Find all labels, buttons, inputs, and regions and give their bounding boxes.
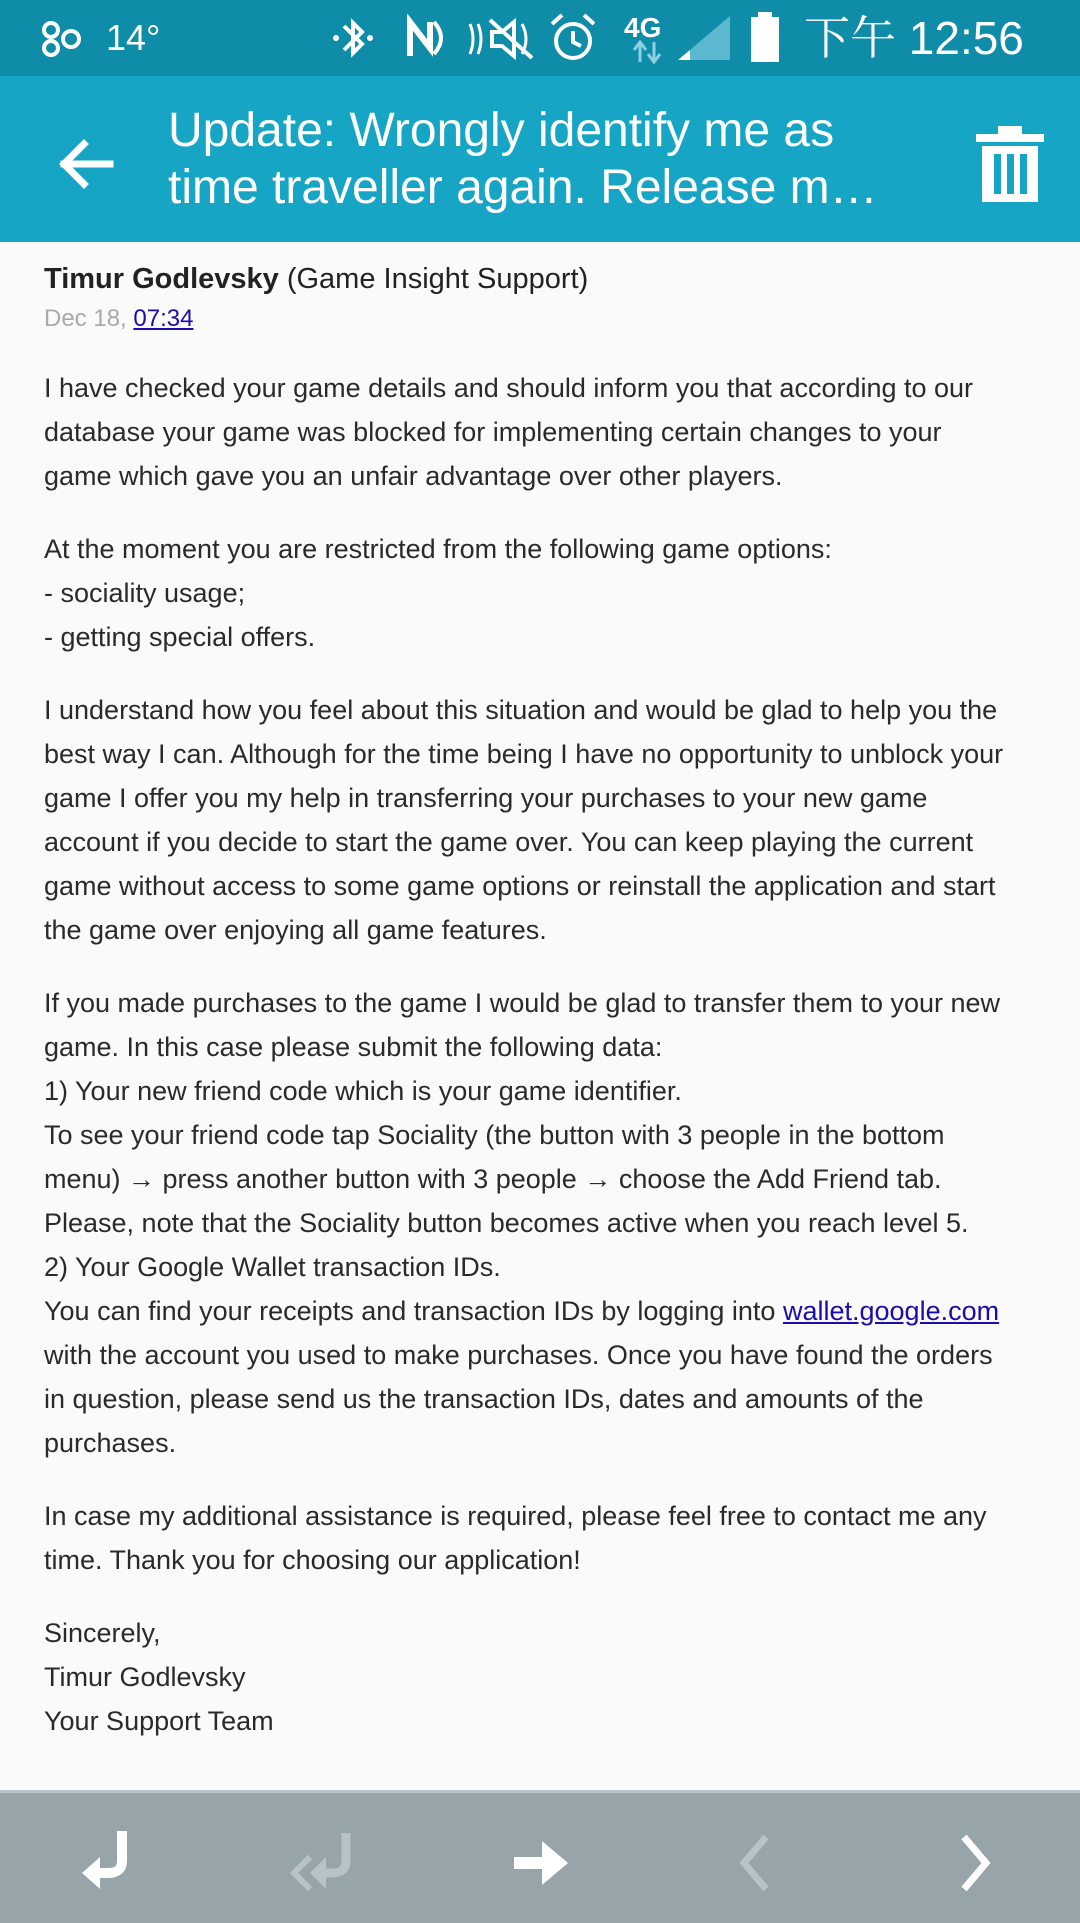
alarm-icon [548, 12, 598, 64]
email-subject-title: Update: Wrongly identify me as time traveller again. Release m… [168, 104, 878, 214]
reply-all-icon[interactable] [280, 1817, 370, 1907]
back-arrow-icon[interactable] [44, 122, 128, 206]
sender-name: Timur Godlevsky [44, 263, 279, 295]
battery-icon [748, 10, 782, 64]
text-line [44, 1289, 1044, 1333]
text-line: database your game was blocked for implementing certain changes to your [44, 417, 942, 447]
reply-icon[interactable] [64, 1817, 154, 1907]
data-arrows-icon [632, 40, 662, 64]
paragraph-2 [44, 527, 1044, 659]
text-span: You can find your receipts and transaction IDs by logging into [44, 1296, 783, 1326]
clock: 下午 12:56 [804, 12, 1024, 64]
text-line: To see your friend code tap Sociality (the button with 3 people in the bottom [44, 1120, 945, 1150]
text-line: game I offer you my help in transferring your purchases to your new game [44, 783, 928, 813]
text-line: menu) → press another button with 3 people → choose the Add Friend tab. [44, 1164, 942, 1194]
text-line: game which gave you an unfair advantage over other players. [44, 461, 783, 491]
text-line: 2) Your Google Wallet transaction IDs. [44, 1252, 501, 1282]
text-line: - sociality usage; [44, 578, 246, 608]
text-line: account if you decide to start the game over. You can keep playing the current [44, 827, 974, 857]
text-line: If you made purchases to the game I would be glad to transfer them to your new [44, 988, 1001, 1018]
sender-org: (Game Insight Support) [286, 263, 589, 295]
network-type: 4G [624, 12, 662, 43]
date-text: Dec 18, [44, 305, 134, 332]
signature [44, 1611, 1044, 1743]
paragraph-1 [44, 366, 1044, 498]
text-line: 1) Your new friend code which is your game identifier. [44, 1076, 682, 1106]
sender-line [44, 259, 1044, 299]
text-line: game without access to some game options or reinstall the application and start [44, 871, 996, 901]
sent-date [44, 301, 1044, 337]
forward-icon[interactable] [496, 1817, 586, 1907]
text-line: time. Thank you for choosing our application! [44, 1545, 581, 1575]
status-bar [0, 0, 1080, 76]
text-line: best way I can. Although for the time being I have no opportunity to unblock your [44, 739, 1004, 769]
bluetooth-icon [330, 14, 376, 62]
mute-icon [466, 16, 536, 62]
text-line: I understand how you feel about this situation and would be glad to help you the [44, 695, 998, 725]
text-line: - getting special offers. [44, 622, 316, 652]
text-line: purchases. [44, 1428, 177, 1458]
text-line: Sincerely, [44, 1618, 161, 1648]
text-line: in question, please send us the transaction IDs, dates and amounts of the [44, 1384, 924, 1414]
next-icon[interactable] [928, 1817, 1018, 1907]
text-line: with the account you used to make purchases. Once you have found the orders [44, 1340, 993, 1370]
text-line: Your Support Team [44, 1706, 274, 1736]
text-line: At the moment you are restricted from the following game options: [44, 534, 832, 564]
text-line: In case my additional assistance is required, please feel free to contact me any [44, 1501, 987, 1531]
text-line: game. In this case please submit the following data: [44, 1032, 663, 1062]
app-bar [0, 76, 1080, 242]
text-line: I have checked your game details and should inform you that according to our [44, 373, 974, 403]
paragraph-4 [44, 981, 1044, 1465]
time-link[interactable]: 07:34 [133, 305, 194, 332]
nfc-icon [404, 14, 450, 62]
wallet-link[interactable]: wallet.google.com [782, 1296, 1000, 1326]
paragraph-3 [44, 688, 1044, 952]
previous-icon[interactable] [712, 1817, 802, 1907]
temperature: 14° [106, 17, 161, 58]
email-body [44, 242, 1044, 1743]
text-line: Please, note that the Sociality button becomes active when you reach level 5. [44, 1208, 969, 1238]
signal-icon [676, 14, 732, 62]
paragraph-5 [44, 1494, 1044, 1582]
text-line: Timur Godlevsky [44, 1662, 246, 1692]
notification-app-icon [40, 20, 82, 58]
text-line: the game over enjoying all game features. [44, 915, 547, 945]
trash-icon[interactable] [968, 122, 1052, 206]
bottom-action-bar [0, 1790, 1080, 1923]
